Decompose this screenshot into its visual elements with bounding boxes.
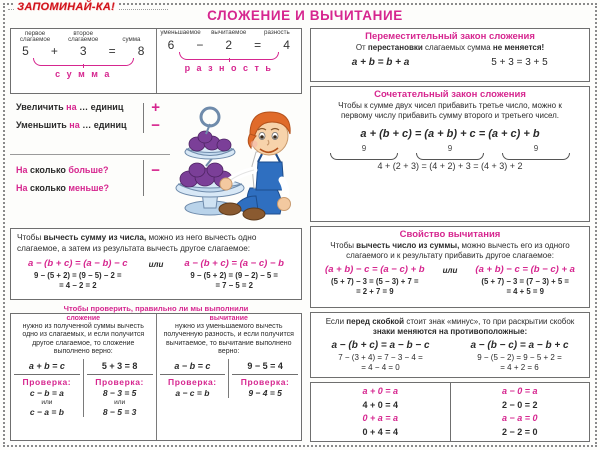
va-numbers-check-label: Проверка: (95, 376, 144, 387)
br-text-mid: стоит знак «минус», то при раскрытии скобок (404, 317, 575, 326)
sp-right-example-1: (5 + 7) − 3 = (7 − 3) + 5 = (481, 277, 569, 286)
decrease-row (10, 116, 170, 134)
commutative-text (311, 43, 589, 53)
ssn-left-example-1: 9 − (5 + 2) = (9 − 5) − 2 = (34, 271, 122, 281)
addition-equation (11, 44, 156, 58)
left-column (6, 6, 306, 444)
subtraction-property-box (310, 226, 590, 308)
compare-more-lead: На (16, 165, 28, 175)
associative-heading: Сочетательный закон сложения (374, 89, 526, 100)
zero-add-numbers-2: 0 + 4 = 4 (362, 426, 399, 437)
addition-result: 8 (137, 44, 145, 58)
ssn-text-pre: Чтобы (17, 233, 44, 242)
subtraction-operator: − (196, 37, 204, 52)
associative-brace-value-3: 9 (533, 144, 539, 153)
increase-sign: + (151, 98, 160, 116)
br-right-example-1: 9 − (5 − 2) = 9 − 5 + 2 = (477, 353, 562, 362)
sp-text-bold: вычесть число из суммы, (356, 241, 460, 250)
commutative-text-mid: слагаемых сумма (422, 43, 493, 52)
subtraction-equation (157, 38, 302, 52)
associative-braces (311, 144, 589, 160)
br-left-example-1: 7 − (3 + 4) = 7 − 3 − 4 = (338, 353, 423, 362)
boy-with-fruit-bowl-illustration (172, 96, 302, 222)
vs-numbers-main: 9 − 5 = 4 (247, 360, 283, 371)
ssn-left-example-2: = 4 − 2 = 2 (59, 281, 97, 291)
va-numbers-main: 5 + 3 = 8 (101, 360, 138, 371)
commutative-bold-2: не меняется! (492, 43, 545, 52)
ssn-text-bold: вычесть сумму из числа, (43, 233, 147, 242)
addition-terms (11, 29, 156, 93)
addition-label-first: первое (24, 30, 46, 37)
increase-word: Увеличить (16, 102, 64, 112)
addition-operand-b: 3 (79, 44, 87, 58)
br-text-pre: Если (325, 317, 347, 326)
decrease-tail: … единиц (82, 120, 127, 130)
subtract-sum-from-number-box (10, 228, 302, 300)
addition-term-1: слагаемое (19, 35, 51, 43)
addition-term-3: сумма (122, 35, 141, 43)
zero-rules-subtraction (450, 383, 590, 441)
br-left-example-2: = 4 − 4 = 0 (361, 363, 400, 373)
brace-shape (502, 153, 570, 160)
illustration-svg (172, 96, 302, 222)
va-numbers-line-2: 8 − 5 = 3 (102, 406, 137, 417)
va-letters-line-1: c − b = a (29, 387, 64, 398)
compare-less-lead: На (16, 183, 28, 193)
associative-brace-value-2: 9 (447, 144, 453, 153)
brace-shape (416, 153, 484, 160)
compare-more-mid: сколько (30, 165, 66, 175)
br-right-example-2: = 4 + 2 = 6 (500, 363, 539, 373)
verification-subtraction-text: нужно из уменьшаемого вычесть полученную разность, и если получится вычитаемое, то вычитание выполнено верно: (163, 323, 294, 356)
brand-label: ЗАПОМИНАЙ-КА! (14, 1, 118, 13)
zero-sub-letters-2: a − a = 0 (501, 413, 538, 423)
subtraction-property-text (311, 241, 589, 261)
verification-addition-column (11, 314, 156, 440)
addition-equals: = (108, 44, 116, 58)
terminology-box (10, 28, 302, 94)
associative-text: Чтобы к сумме двух чисел прибавить третье число, можно к первому числу прибавить сумму второго и третьего чисел. (338, 101, 562, 120)
subtraction-operand-a: 6 (167, 37, 175, 52)
compare-more-text (16, 165, 108, 175)
decrease-prep: на (69, 120, 80, 130)
subtraction-equals: = (254, 37, 262, 52)
sp-connector: или (442, 266, 458, 275)
verification-columns-box (10, 313, 302, 441)
subtraction-property-heading: Свойство вычитания (399, 229, 501, 240)
associative-formula: a + (b + c) = (a + b) + c = (a + c) + b (360, 128, 540, 140)
vs-numbers-line-1: 9 − 4 = 5 (248, 387, 282, 398)
associative-brace-1 (324, 144, 404, 160)
addition-term-2: слагаемое (68, 35, 99, 43)
subtraction-term-2: вычитаемое (211, 29, 247, 36)
sp-right-formula: (a + b) − c = (b − c) + a (475, 264, 575, 275)
va-letters-main: a + b = c (28, 360, 65, 371)
verification-title: Чтобы проверить, правильно ли мы выполнили (63, 304, 249, 313)
vs-numbers-check-label: Проверка: (240, 376, 290, 387)
sp-text-post: можно вычесть его из одного слагаемого и к результату прибавить другое слагаемое: (346, 241, 570, 260)
br-left-formula: a − (b + c) = a − b − c (331, 340, 430, 351)
ssn-right-example-2: = 7 − 5 = 2 (215, 281, 253, 291)
zero-sub-numbers-1: 2 − 0 = 2 (501, 399, 538, 410)
brackets-text (311, 313, 589, 337)
poster-columns (6, 6, 594, 444)
associative-brace-2 (410, 144, 490, 160)
ssn-text-post: можно из него вычесть одно слагаемое, а затем из результата вычесть другое слагаемое: (17, 233, 257, 253)
compare-less-row (10, 179, 170, 197)
verification-addition-label: сложение (66, 315, 101, 322)
increase-tail: … единиц (79, 102, 124, 112)
bracket-expansion-box (310, 312, 590, 378)
sp-text-pre: Чтобы (330, 241, 357, 250)
associative-brace-value-1: 9 (361, 144, 367, 153)
increase-row (10, 98, 170, 116)
associative-brace-3 (496, 144, 576, 160)
subtraction-operand-b: 2 (225, 37, 233, 52)
commutative-bold-1: перестановки (367, 43, 423, 52)
vs-letters-line-1: a − c = b (175, 387, 210, 398)
verification-subtraction-letters (157, 359, 229, 398)
zero-add-letters-1: a + 0 = a (362, 386, 399, 396)
verification-subtraction-numbers (228, 359, 301, 398)
subtract-sum-rule-text (11, 229, 301, 256)
page-title: СЛОЖЕНИЕ И ВЫЧИТАНИЕ (207, 8, 403, 23)
addition-brace (33, 58, 134, 67)
compare-less-text (16, 183, 109, 193)
addition-operand-a: 5 (22, 44, 29, 58)
subtraction-term-3: разность (264, 29, 290, 36)
decrease-sign: − (151, 116, 160, 134)
compare-box (10, 154, 170, 201)
verification-addition-letters (11, 359, 83, 417)
zero-add-letters-2: 0 + a = a (362, 413, 399, 423)
commutative-heading: Переместительный закон сложения (365, 31, 535, 42)
compare-more-row (10, 161, 170, 179)
decrease-text (16, 120, 127, 130)
commutative-law-box (310, 28, 590, 82)
sp-left-example-1: (5 + 7) − 3 = (5 − 3) + 7 = (331, 277, 419, 286)
sp-right-example-2: = 4 + 5 = 9 (506, 287, 544, 297)
sp-left-example-2: = 2 + 7 = 9 (356, 287, 394, 297)
increase-decrease-box (10, 98, 170, 138)
subtraction-terms (156, 29, 302, 93)
commutative-formula: a + b = b + a (351, 57, 410, 68)
compare-less-tail: меньше? (68, 183, 109, 193)
compare-more-tail: больше? (68, 165, 109, 175)
vs-letters-main: a − b = c (174, 360, 211, 371)
br-bold-1: перед скобкой (346, 317, 405, 326)
zero-sub-letters-1: a − 0 = a (501, 386, 538, 396)
va-letters-check-label: Проверка: (22, 376, 72, 387)
vs-letters-check-label: Проверка: (168, 376, 217, 387)
ssn-right-formula: a − (b + c) = (a − c) − b (184, 258, 284, 270)
zero-rules-addition (311, 383, 450, 441)
va-numbers-or: или (114, 398, 126, 406)
br-bold-2: знаки меняются на противоположные: (372, 327, 528, 336)
decrease-word: Уменьшить (16, 120, 67, 130)
increase-prep: на (66, 102, 77, 112)
ssn-connector: или (148, 260, 164, 270)
br-right-formula: a − (b − c) = a − b + c (470, 340, 569, 351)
addition-brace-label: с у м м а (55, 69, 112, 79)
subtraction-term-1: уменьшаемое (160, 29, 201, 36)
subtraction-brace (179, 52, 280, 61)
verification-addition-cells (11, 359, 156, 417)
verification-subtraction-column (156, 314, 302, 440)
zero-rules-box (310, 382, 590, 442)
brace-shape (330, 153, 398, 160)
compare-less-mid: сколько (30, 183, 66, 193)
subtraction-result: 4 (283, 37, 290, 52)
right-column (306, 6, 594, 444)
zero-sub-numbers-2: 2 − 2 = 0 (501, 426, 538, 437)
va-numbers-line-1: 8 − 3 = 5 (102, 387, 137, 398)
addition-operator: + (50, 44, 58, 58)
associative-example: 4 + (2 + 3) = (4 + 2) + 3 = (4 + 3) + 2 (377, 161, 523, 171)
addition-label-second: второе (73, 30, 94, 37)
commutative-text-pre: От (355, 43, 368, 52)
subtraction-brace-label: р а з н о с т ь (184, 62, 273, 73)
verification-addition-numbers (83, 359, 156, 417)
ssn-right-example-1: 9 − (5 + 2) = (9 − 2) − 5 = (190, 271, 278, 281)
increase-text (16, 102, 123, 112)
compare-sign: − (151, 161, 160, 179)
zero-add-numbers-1: 4 + 0 = 4 (362, 399, 399, 410)
commutative-example: 5 + 3 = 3 + 5 (491, 57, 548, 68)
verification-addition-text: нужно из полученной суммы вычесть одно из слагаемых, и если получится другое слагаемое, то сложение выполнено верно: (22, 323, 145, 356)
va-letters-or: или (41, 398, 53, 406)
verification-block (10, 302, 302, 444)
va-letters-line-2: c − a = b (29, 406, 64, 417)
associative-law-box (310, 86, 590, 222)
verification-subtraction-cells (157, 359, 302, 398)
sp-left-formula: (a + b) − c = (a − c) + b (325, 264, 425, 275)
verification-subtraction-label: вычитание (209, 315, 248, 322)
ssn-left-formula: a − (b + c) = (a − b) − c (28, 258, 128, 270)
